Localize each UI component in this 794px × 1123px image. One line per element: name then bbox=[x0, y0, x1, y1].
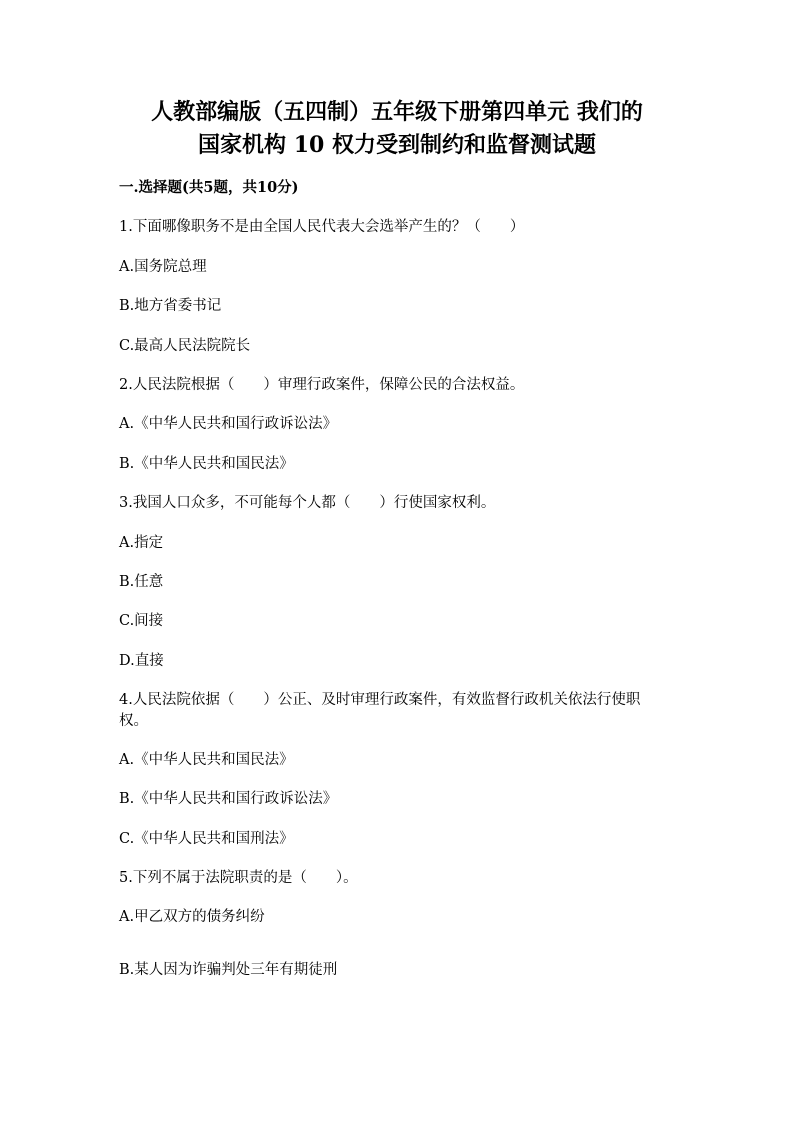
question-1-option-c: C.最高人民法院院长 bbox=[119, 338, 251, 354]
question-1-stem: 1.下面哪像职务不是由全国人民代表大会选举产生的？（ ） bbox=[119, 219, 525, 235]
question-3-option-c: C.间接 bbox=[119, 613, 164, 629]
question-4-option-c: C.《中华人民共和国刑法》 bbox=[119, 831, 294, 847]
question-3-stem: 3.我国人口众多，不可能每个人都（ ）行使国家权利。 bbox=[119, 495, 496, 511]
question-2-stem: 2.人民法院根据（ ）审理行政案件，保障公民的合法权益。 bbox=[119, 377, 525, 393]
question-5-option-a: A.甲乙双方的债务纠纷 bbox=[119, 909, 265, 925]
section-header: 一.选择题(共5题，共10分) bbox=[119, 179, 299, 196]
question-3-option-b: B.任意 bbox=[119, 574, 164, 590]
question-4-option-a: A.《中华人民共和国民法》 bbox=[119, 752, 294, 768]
document-title-line-1: 人教部编版（五四制）五年级下册第四单元 我们的 bbox=[151, 99, 643, 125]
question-5-stem: 5.下列不属于法院职责的是（ ）。 bbox=[119, 870, 358, 886]
question-4-option-b: B.《中华人民共和国行政诉讼法》 bbox=[119, 791, 338, 807]
question-2-option-a: A.《中华人民共和国行政诉讼法》 bbox=[119, 416, 338, 432]
document-title-line-2: 国家机构 10 权力受到制约和监督测试题 bbox=[198, 132, 596, 158]
question-5-option-b: B.某人因为诈骗判处三年有期徒刑 bbox=[119, 962, 338, 978]
question-1-option-b: B.地方省委书记 bbox=[119, 298, 222, 314]
question-1-option-a: A.国务院总理 bbox=[119, 259, 207, 275]
question-2-option-b: B.《中华人民共和国民法》 bbox=[119, 456, 294, 472]
question-3-option-d: D.直接 bbox=[119, 653, 164, 669]
question-4-stem: 4.人民法院依据（ ）公正、及时审理行政案件，有效监督行政机关依法行使职权。 bbox=[119, 692, 641, 729]
question-3-option-a: A.指定 bbox=[119, 535, 164, 551]
